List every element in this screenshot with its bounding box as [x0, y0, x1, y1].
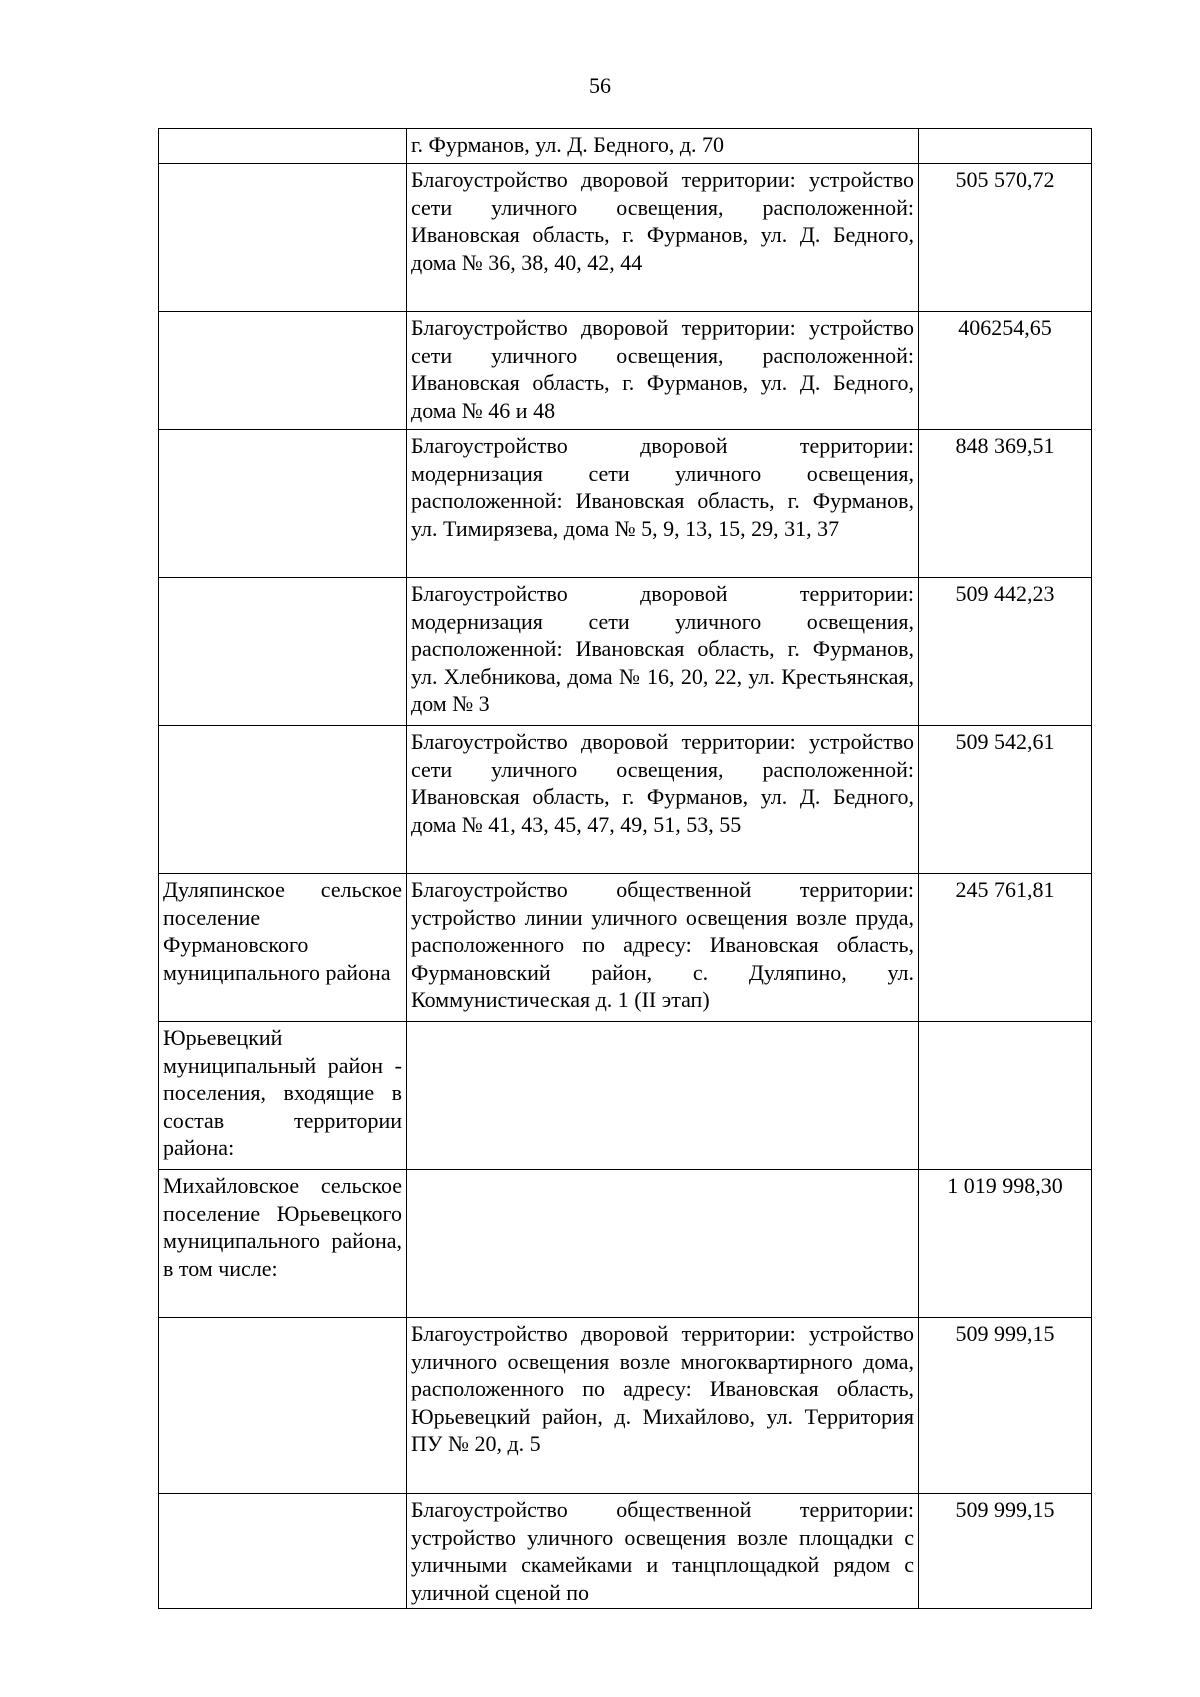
table-row — [159, 312, 1092, 430]
table-row — [159, 874, 1092, 1022]
description-cell — [407, 1022, 919, 1170]
municipality-cell: Михайловское сельское поселение Юрьевецкого муниципального района, в том числе: — [159, 1170, 407, 1318]
description-cell: Благоустройство дворовой территории: устройство сети уличного освещения, расположенной: Ивановская область, г. Фурманов, ул. Д. Бедного, дома № 41, 43, 45, 47, 49, 51, 53, 55 — [407, 726, 919, 874]
table-row — [159, 726, 1092, 874]
budget-table — [158, 128, 1092, 1609]
description-cell: Благоустройство общественной территории: устройство линии уличного освещения возле пруда, расположенного по адресу: Ивановская область, Фурмановский район, с. Дуляпино, ул. Коммунистическая д. 1 (II этап) — [407, 874, 919, 1022]
description-cell: Благоустройство дворовой территории: модернизация сети уличного освещения, расположенной: Ивановская область, г. Фурманов, ул. Хлебникова, дома № 16, 20, 22, ул. Крестьянская, дом № 3 — [407, 578, 919, 726]
municipality-cell — [159, 578, 407, 726]
amount-cell: 509 999,15 — [919, 1318, 1092, 1494]
description-cell: Благоустройство дворовой территории: устройство сети уличного освещения, расположенной: Ивановская область, г. Фурманов, ул. Д. Бедного, дома № 36, 38, 40, 42, 44 — [407, 164, 919, 312]
description-cell: Благоустройство общественной территории: устройство уличного освещения возле площадки с уличными скамейками и танцплощадкой рядом с уличной сценой по — [407, 1494, 919, 1609]
table-row — [159, 164, 1092, 312]
amount-cell: 245 761,81 — [919, 874, 1092, 1022]
municipality-cell — [159, 312, 407, 430]
description-cell: Благоустройство дворовой территории: устройство сети уличного освещения, расположенной: Ивановская область, г. Фурманов, ул. Д. Бедного, дома № 46 и 48 — [407, 312, 919, 430]
amount-cell — [919, 1022, 1092, 1170]
page-number: 56 — [589, 73, 611, 98]
amount-cell: 505 570,72 — [919, 164, 1092, 312]
amount-cell: 509 999,15 — [919, 1494, 1092, 1609]
description-cell: Благоустройство дворовой территории: устройство уличного освещения возле многоквартирного дома, расположенного по адресу: Ивановская область, Юрьевецкий район, д. Михайлово, ул. Территория ПУ № 20, д. 5 — [407, 1318, 919, 1494]
table-row — [159, 1318, 1092, 1494]
table-row — [159, 129, 1092, 164]
municipality-cell — [159, 1494, 407, 1609]
description-cell: Благоустройство дворовой территории: модернизация сети уличного освещения, расположенной: Ивановская область, г. Фурманов, ул. Тимирязева, дома № 5, 9, 13, 15, 29, 31, 37 — [407, 430, 919, 578]
table-row — [159, 1022, 1092, 1170]
amount-cell: 406254,65 — [919, 312, 1092, 430]
municipality-cell — [159, 129, 407, 164]
amount-cell: 509 542,61 — [919, 726, 1092, 874]
amount-cell: 1 019 998,30 — [919, 1170, 1092, 1318]
municipality-cell: Дуляпинское сельское поселение Фурмановского муниципального района — [159, 874, 407, 1022]
description-cell — [407, 1170, 919, 1318]
municipality-cell: Юрьевецкий муниципальный район - поселения, входящие в состав территории района: — [159, 1022, 407, 1170]
table-row — [159, 1494, 1092, 1609]
table-row — [159, 430, 1092, 578]
amount-cell: 848 369,51 — [919, 430, 1092, 578]
description-cell: г. Фурманов, ул. Д. Бедного, д. 70 — [407, 129, 919, 164]
municipality-cell — [159, 430, 407, 578]
municipality-cell — [159, 726, 407, 874]
table-row — [159, 578, 1092, 726]
amount-cell — [919, 129, 1092, 164]
amount-cell: 509 442,23 — [919, 578, 1092, 726]
municipality-cell — [159, 164, 407, 312]
municipality-cell — [159, 1318, 407, 1494]
table-row — [159, 1170, 1092, 1318]
